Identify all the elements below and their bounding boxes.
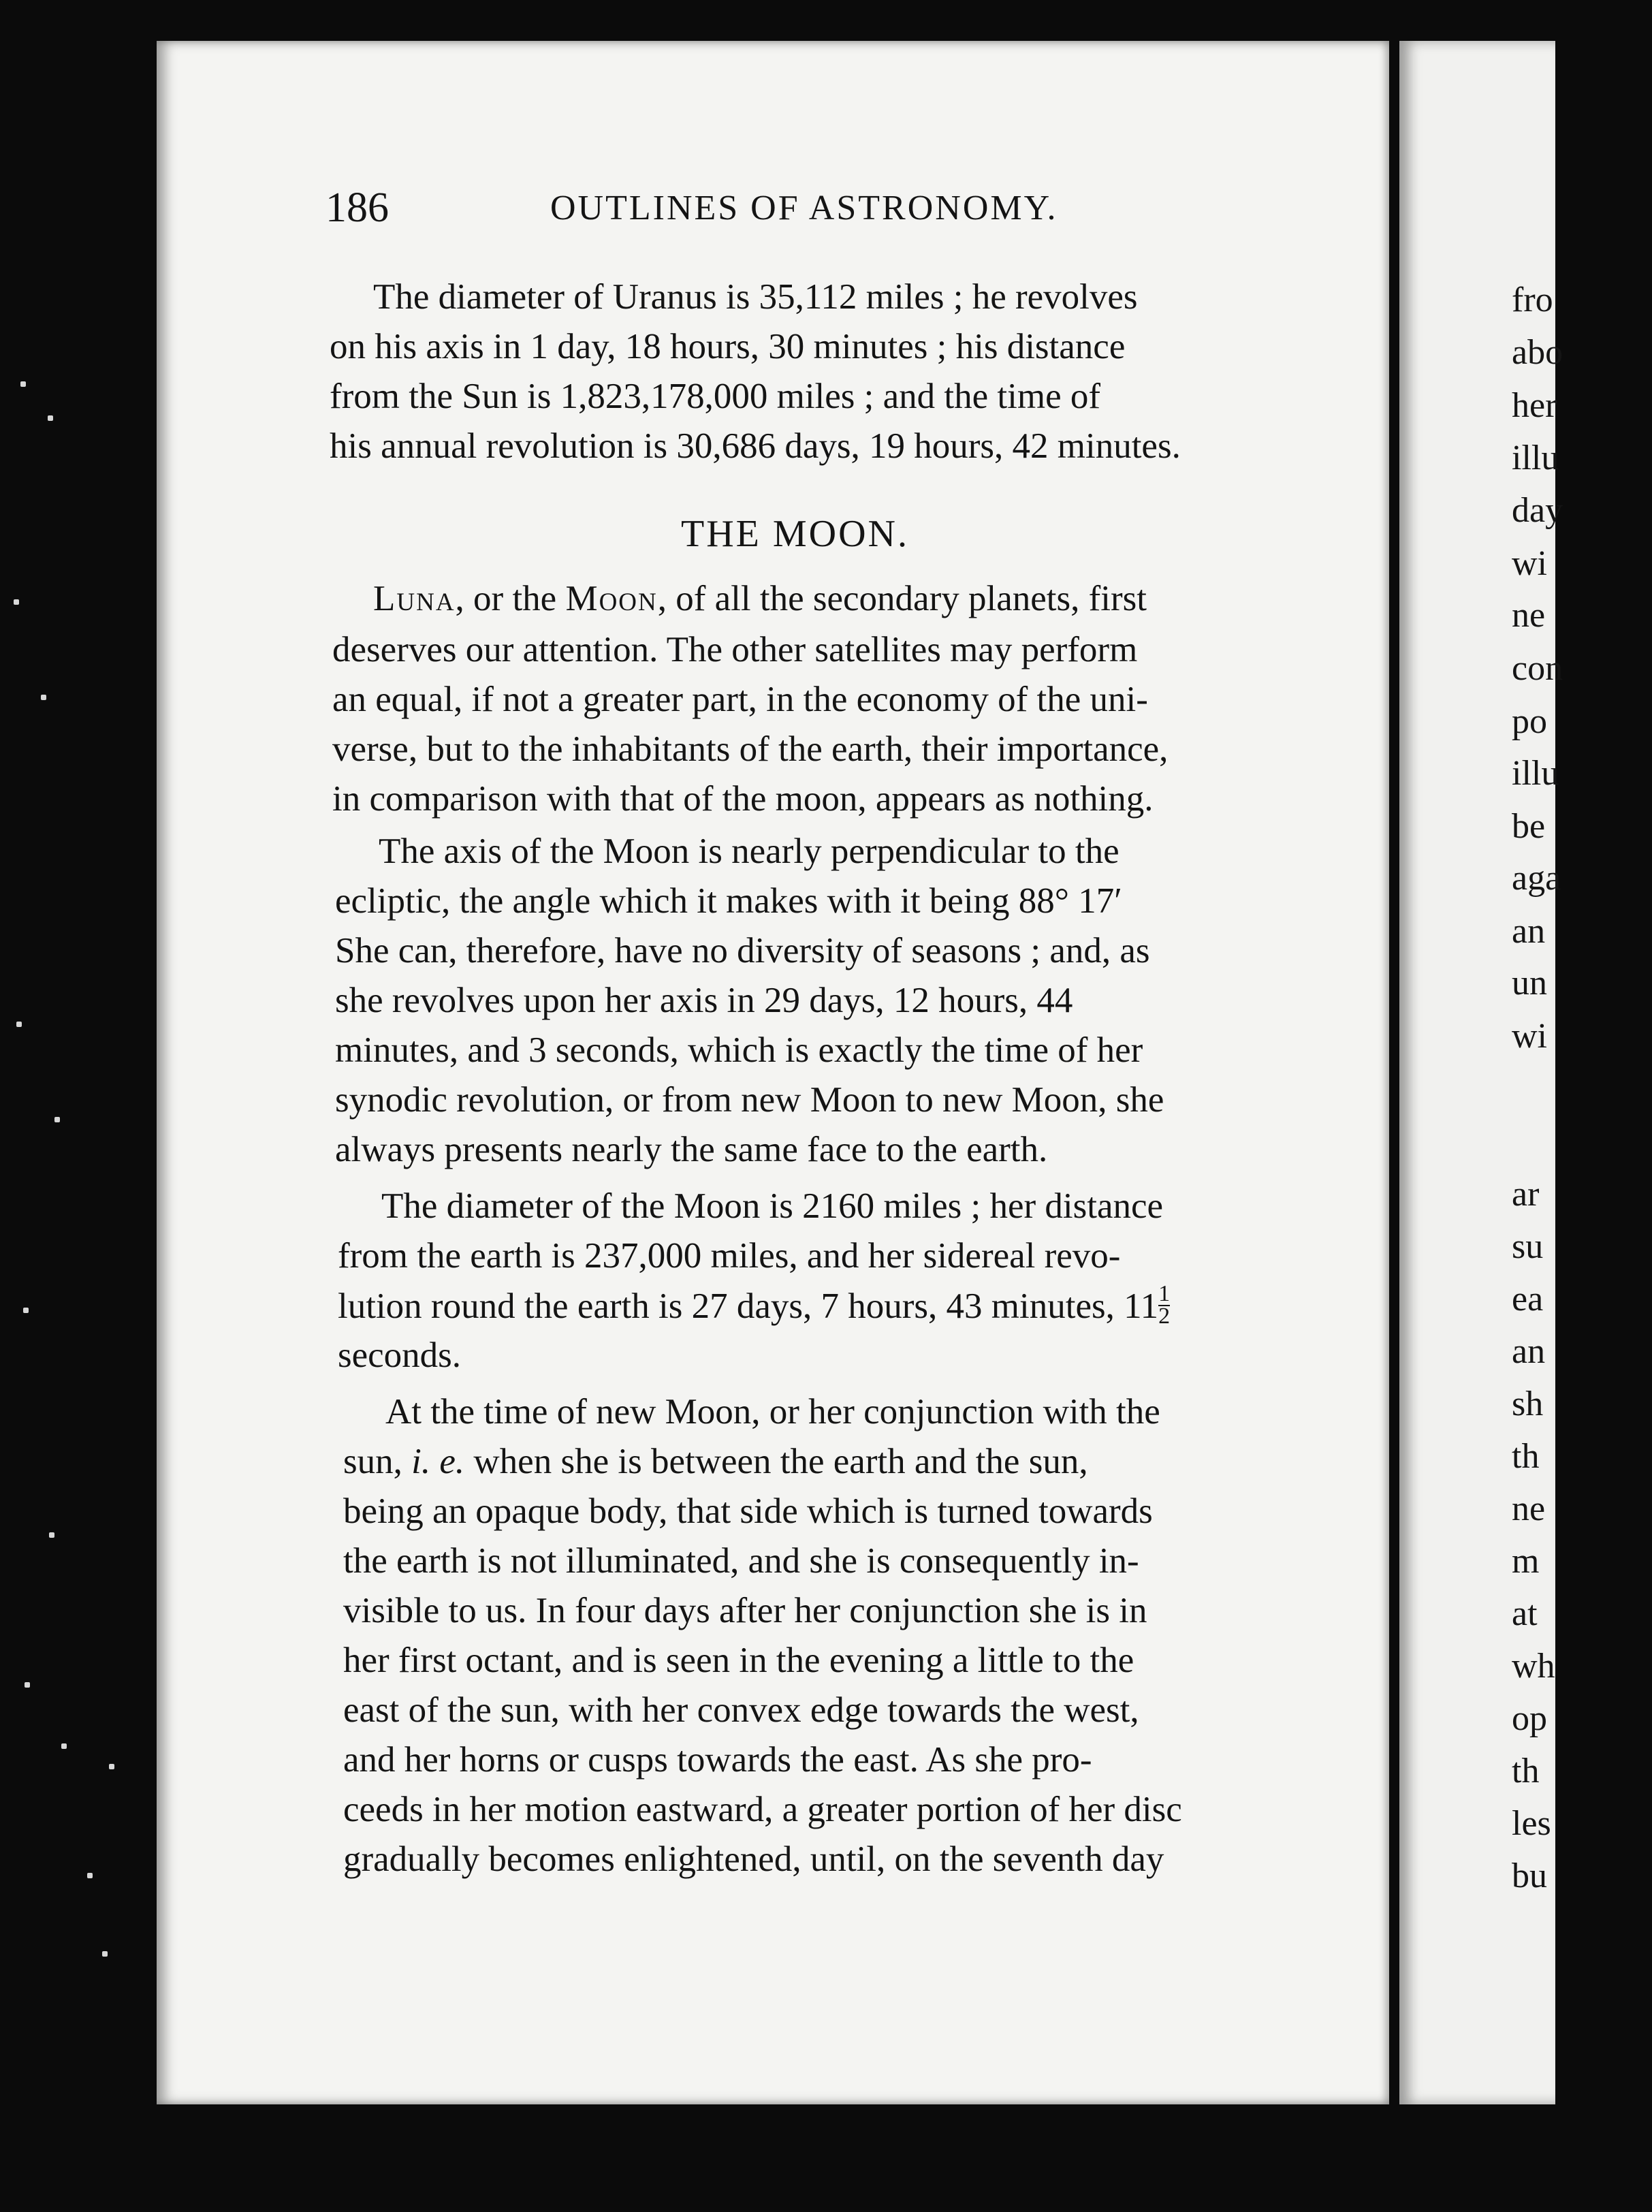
facing-page-fragment: an [1512, 1332, 1546, 1371]
text-line: east of the sun, with her convex edge towards the west, [343, 1690, 1139, 1730]
text-line: in comparison with that of the moon, appears as nothing. [332, 779, 1154, 819]
text-line: She can, therefore, have no diversity of seasons ; and, as [335, 931, 1150, 970]
facing-page-fragment: illu [1512, 439, 1559, 477]
text-line: gradually becomes enlightened, until, on the seventh day [343, 1839, 1164, 1879]
text-line: minutes, and 3 seconds, which is exactly the time of her [335, 1030, 1143, 1070]
text-line: an equal, if not a greater part, in the economy of the uni- [332, 680, 1148, 719]
text-line: being an opaque body, that side which is turned towards [343, 1491, 1153, 1531]
text-line: from the Sun is 1,823,178,000 miles ; and the time of [330, 377, 1101, 416]
fraction-denominator: 2 [1158, 1303, 1171, 1329]
facing-page-fragment: be [1512, 807, 1546, 846]
text-line: At the time of new Moon, or her conjunction with the [385, 1392, 1160, 1432]
facing-page-fragment: her [1512, 386, 1557, 425]
facing-page-fragment: m [1512, 1542, 1540, 1581]
facing-page-fragment: ea [1512, 1280, 1544, 1318]
lead-word-moon: Moon [565, 579, 658, 618]
facing-page-fragment: po [1512, 702, 1547, 741]
text-fragment: sun, [343, 1442, 412, 1481]
text-line: she revolves upon her axis in 29 days, 12 hours, 44 [335, 981, 1073, 1020]
fraction-one-half [1158, 1281, 1171, 1329]
text-line: verse, but to the inhabitants of the earth, their importance, [332, 729, 1169, 769]
facing-page-fragment: aga [1512, 859, 1561, 898]
facing-page-fragment: ne [1512, 1489, 1546, 1528]
facing-page-fragment: abo [1512, 333, 1563, 372]
facing-page-fragment: sh [1512, 1385, 1544, 1423]
facing-page-fragment: wi [1512, 544, 1547, 583]
text-line: The diameter of the Moon is 2160 miles ; her distance [381, 1186, 1164, 1226]
page-number: 186 [325, 185, 389, 231]
facing-page-fragment: wi [1512, 1017, 1547, 1056]
running-title: OUTLINES OF ASTRONOMY. [550, 189, 1058, 227]
italic-abbreviation: i. e. [411, 1442, 465, 1481]
facing-page-fragment: fro [1512, 281, 1553, 319]
section-heading: THE MOON. [681, 513, 909, 555]
facing-page-fragment: at [1512, 1594, 1538, 1633]
page-header [325, 184, 1313, 232]
facing-page-fragment: su [1512, 1227, 1544, 1266]
text-fragment: lution round the earth is 27 days, 7 hours, 43 minutes, 11 [338, 1286, 1159, 1326]
text-line: his annual revolution is 30,686 days, 19 hours, 42 minutes. [330, 426, 1181, 466]
text-line: and her horns or cusps towards the east. As she pro- [343, 1740, 1092, 1780]
text-line: seconds. [338, 1336, 462, 1375]
facing-page-fragment: bu [1512, 1856, 1547, 1895]
facing-page-fragment: th [1512, 1437, 1540, 1476]
text-line: visible to us. In four days after her conjunction she is in [343, 1591, 1147, 1630]
facing-page-fragment: les [1512, 1804, 1551, 1843]
text-line: the earth is not illuminated, and she is consequently in- [343, 1541, 1139, 1581]
text-line: The axis of the Moon is nearly perpendicular to the [379, 832, 1119, 871]
facing-page-fragment: an [1512, 912, 1546, 951]
facing-page-edge [1399, 41, 1563, 2104]
text-line: ecliptic, the angle which it makes with it being 88° 17′ [335, 881, 1122, 921]
text-line: her first octant, and is seen in the evening a little to the [343, 1641, 1134, 1680]
lead-word-luna: Luna [373, 579, 456, 618]
text-line: ceeds in her motion eastward, a greater portion of her disc [343, 1790, 1182, 1829]
text-fragment: , of all the secondary planets, first [657, 579, 1147, 618]
facing-page-fragment: op [1512, 1699, 1547, 1738]
facing-page-fragment: con [1512, 649, 1563, 688]
facing-page-fragment: illu [1512, 754, 1559, 793]
fraction-numerator: 1 [1158, 1281, 1171, 1306]
text-line: on his axis in 1 day, 18 hours, 30 minutes ; his distance [330, 327, 1126, 366]
text-line: The diameter of Uranus is 35,112 miles ; he revolves [373, 277, 1138, 317]
text-line: synodic revolution, or from new Moon to new Moon, she [335, 1080, 1164, 1120]
facing-page-fragment: th [1512, 1752, 1540, 1790]
text-line: always presents nearly the same face to the earth. [335, 1130, 1048, 1169]
text-fragment: when she is between the earth and the sun, [464, 1442, 1088, 1481]
text-line: deserves our attention. The other satellites may perform [332, 630, 1138, 669]
text-fragment: , or the [455, 579, 566, 618]
facing-page-fragment: un [1512, 964, 1547, 1002]
facing-page-fragment: wh [1512, 1647, 1555, 1686]
text-line: from the earth is 237,000 miles, and her sidereal revo- [338, 1236, 1121, 1276]
facing-page-fragment: day [1512, 491, 1563, 530]
facing-page-fragment: ar [1512, 1175, 1540, 1214]
facing-page-fragment: ne [1512, 596, 1546, 635]
